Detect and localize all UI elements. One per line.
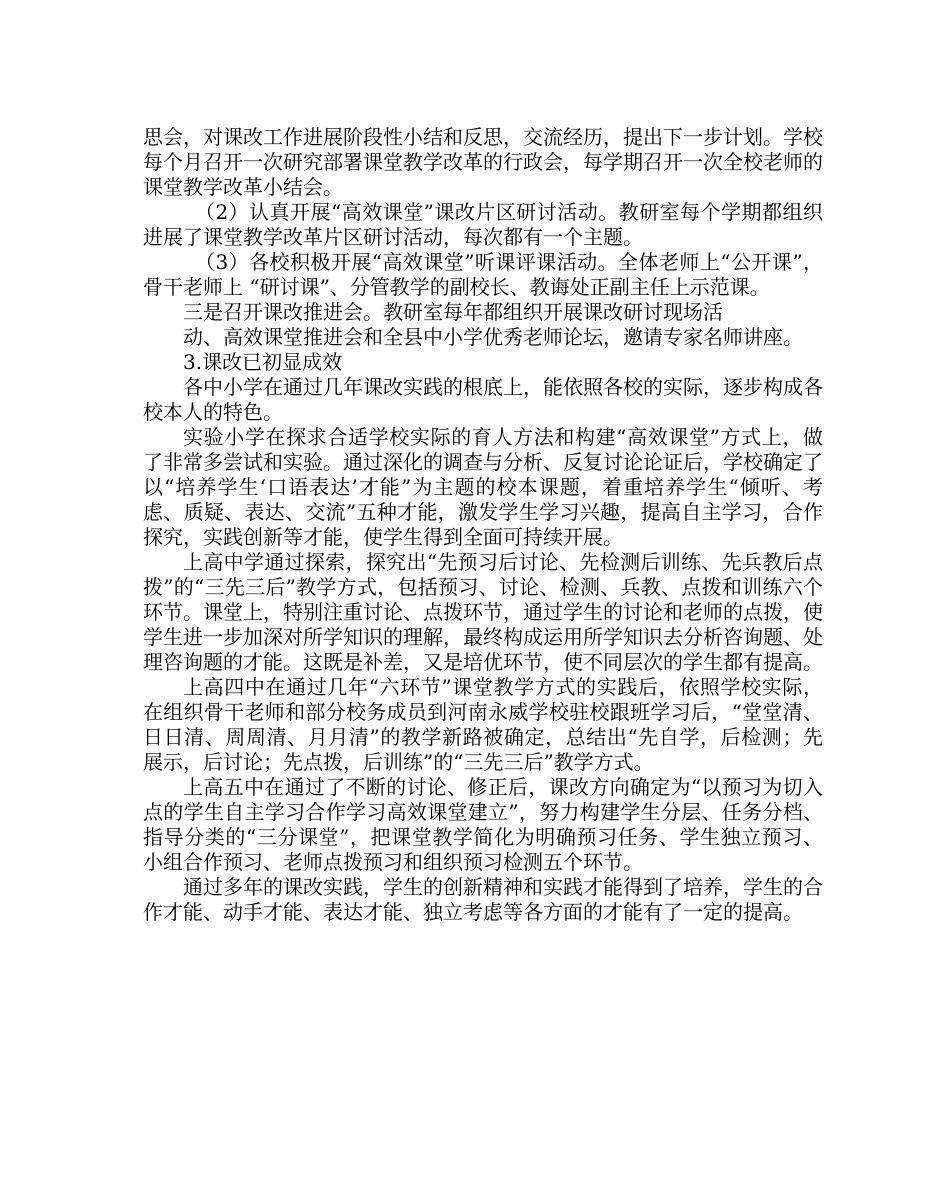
paragraph-shanggao-middle: 上高中学通过探索，探究出“先预习后讨论、先检测后训练、先兵教后点拨”的“三先三后”教学方式，包括预习、讨论、检测、兵教、点拨和训练六个环节。课堂上，特别注重讨论、点拨环节，通过学生的讨论和老师的点拨，使学生进一步加深对所学知识的理解，最终构成运用所学知识去分析咨询题、处理咨询题的才能。这既是补差，又是培优环节，使不同层次的学生都有提高。 bbox=[143, 550, 823, 674]
paragraph-shanggao-fifth: 上高五中在通过了不断的讨论、修正后，课改方向确定为“以预习为切入点的学生自主学习合作学习高效课堂建立”，努力构建学生分层、任务分档、指导分类的“三分课堂”，把课堂教学简化为明确预习任务、学生独立预习、小组合作预习、老师点拨预习和组织预习检测五个环节。 bbox=[143, 775, 823, 874]
paragraph-schools-features: 各中小学在通过几年课改实践的根底上，能依照各校的实际，逐步构成各校本人的特色。 bbox=[143, 375, 823, 424]
section-heading-results: 3.课改已初显成效 bbox=[183, 350, 343, 374]
paragraph-item-3: （3）各校积极开展“高效课堂”听课评课活动。全体老师上“公开课”，骨干老师上 “研讨课”、分管教学的副校长、教诲处正副主任上示范课。 bbox=[143, 250, 823, 299]
paragraph-reflection-summary: 思会，对课改工作进展阶段性小结和反思，交流经历，提出下一步计划。学校每个月召开一次研究部署课堂教学改革的行政会，每学期召开一次全校老师的课堂教学改革小结会。 bbox=[143, 125, 823, 199]
paragraph-shanggao-fourth: 上高四中在通过几年“六环节”课堂教学方式的实践后，依照学校实际，在组织骨干老师和部分校务成员到河南永威学校驻校跟班学习后，“堂堂清、日日清、周周清、月月清”的教学新路被确定，总结出“先自学，后检测；先展示，后讨论；先点拨，后训练”的“三先三后”教学方式。 bbox=[143, 675, 823, 774]
paragraph-experimental-primary: 实验小学在探求合适学校实际的育人方法和构建“高效课堂”方式上，做了非常多尝试和实验。通过深化的调查与分析、反复讨论论证后，学校确定了以“培养学生‘口语表达’才能”为主题的校本课题，着重培养学生“倾听、考虑、质疑、表达、交流”五种才能，激发学生学习兴趣，提高自主学习，合作探究，实践创新等才能，使学生得到全面可持续开展。 bbox=[143, 425, 823, 549]
document-page bbox=[143, 125, 823, 925]
paragraph-point-three: 三是召开课改推进会。教研室每年都组织开展课改研讨现场活 bbox=[183, 300, 723, 324]
paragraph-item-2: （2）认真开展“高效课堂”课改片区研讨活动。教研室每个学期都组织进展了课堂教学改革片区研讨活动，每次都有一个主题。 bbox=[143, 200, 823, 249]
paragraph-point-three-cont: 动、高效课堂推进会和全县中小学优秀老师论坛，邀请专家名师讲座。 bbox=[183, 325, 803, 349]
paragraph-conclusion: 通过多年的课改实践，学生的创新精神和实践才能得到了培养，学生的合作才能、动手才能、表达才能、独立考虑等各方面的才能有了一定的提高。 bbox=[143, 875, 823, 924]
